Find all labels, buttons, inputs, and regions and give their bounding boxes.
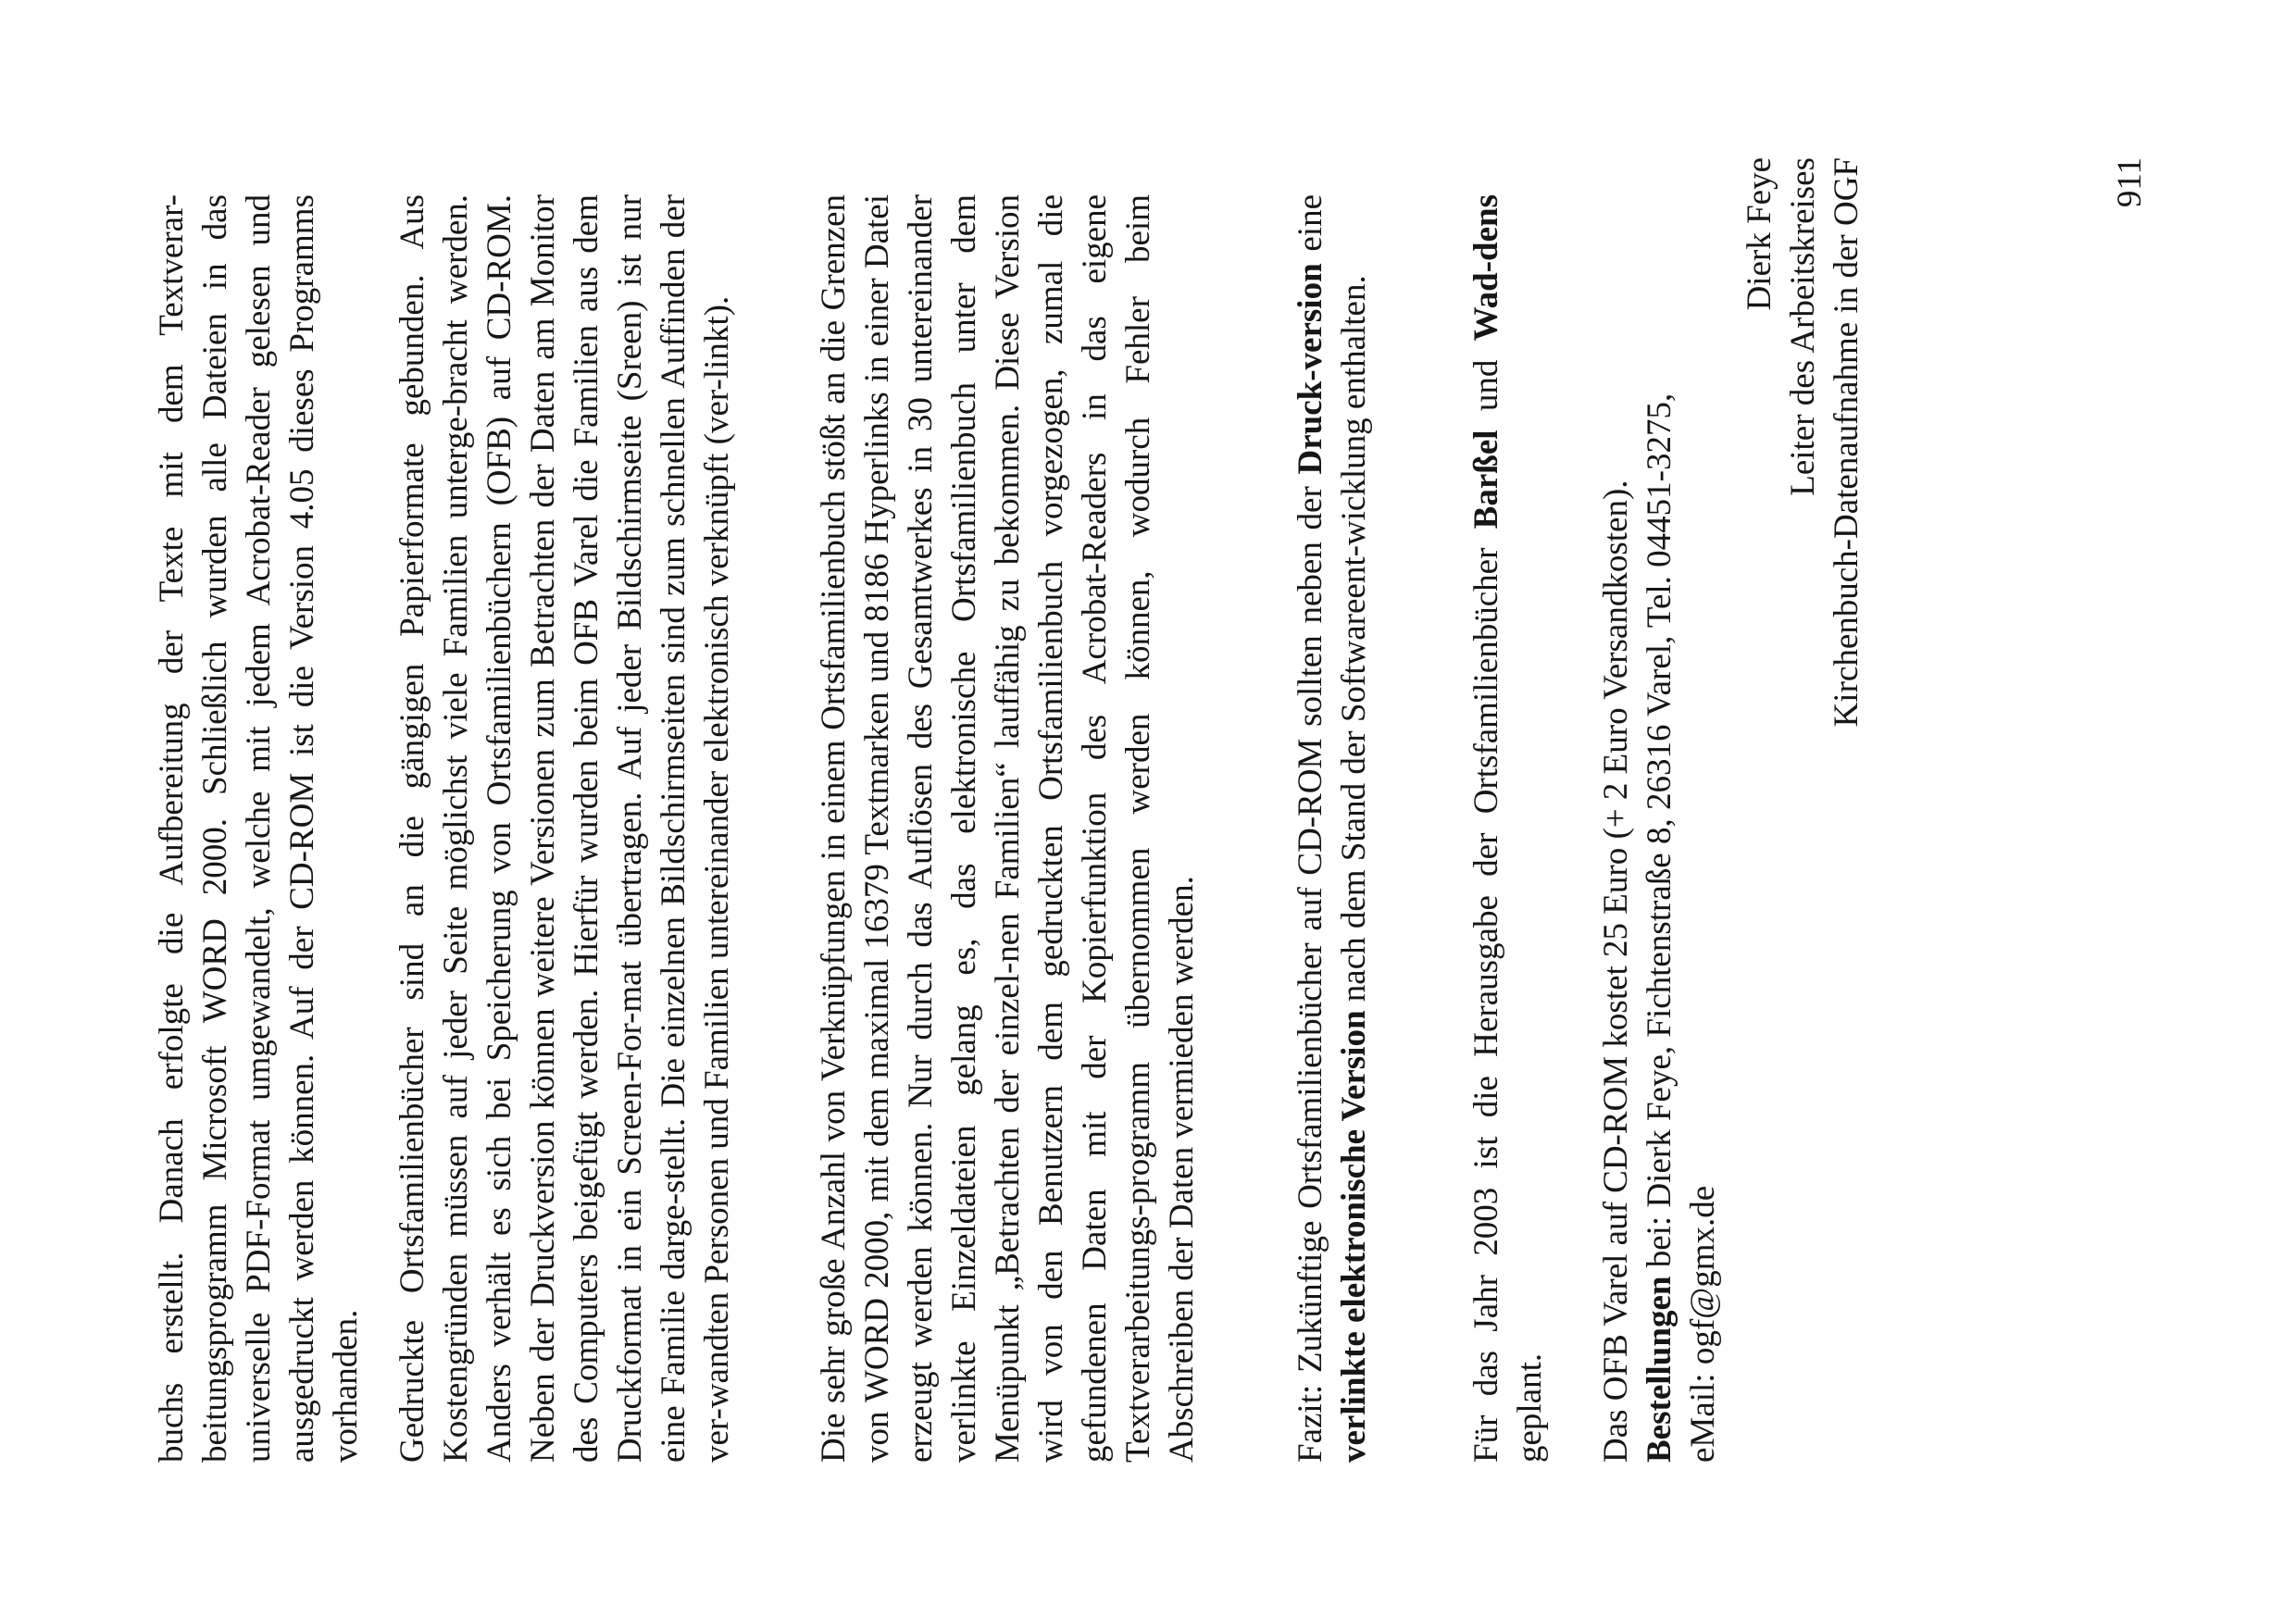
paragraph-cdrom-versions: Gedruckte Ortsfamilienbücher sind an die gängigen Papierformate gebunden. Aus Kostengründen müssen auf jeder Seite möglichst viele Familien unterge-bracht werden. Anders verhält es sich bei Speicherung von Ortsfamilienbüchern (OFB) auf CD-ROM. Neben der Druckversion können weitere Versionen zum Betrachten der Daten am Monitor des Computers beigefügt werden. Hierfür wurden beim OFB Varel die Familien aus dem Druckformat in ein Screen-For-mat übertragen. Auf jeder Bildschirmseite (Sreen) ist nur eine Familie darge-stellt. Die einzelnen Bildschirmseiten sind zum schnellen Auffinden der ver-wandten Personen und Familien untereinander elektronisch verknüpft (ver-linkt). — [393, 194, 736, 1463]
planned-text: und — [1467, 341, 1505, 430]
paragraph-conclusion — [1289, 194, 1376, 1463]
conclusion-text: eine — [1292, 193, 1329, 264]
paragraph-ordering-info — [1594, 194, 1725, 1463]
planned-text: geplant. — [1511, 1352, 1549, 1463]
rotated-page-content — [150, 157, 2296, 1463]
barssel-name: Barßel — [1467, 430, 1505, 529]
page-number: 911 — [2111, 157, 2149, 208]
signature-block — [1738, 157, 1868, 1083]
paragraph-pdf-conversion: buchs erstellt. Danach erfolgte die Aufbereitung der Texte mit dem Textverar-beitungsprogramm Microsoft WORD 2000. Schließlich wurden alle Dateien in das universelle PDF-Format umgewandelt, welche mit jedem Acrobat-Reader gelesen und ausgedruckt werden können. Auf der CD-ROM ist die Version 4.05 dieses Programms vorhanden. — [153, 194, 365, 1463]
linked-version-term: verlinkte elektronische Version — [1335, 1010, 1373, 1463]
author-role-line-1: Leiter des Arbeitskreises — [1784, 157, 1822, 496]
contact-address: bei: Dierk Feye, Fichtenstraße 8, 26316 Varel, Tel. 04451-3275, — [1641, 392, 1678, 1277]
planned-text: Für das Jahr 2003 ist die Herausgabe der Ortsfamilienbücher — [1467, 529, 1505, 1463]
price-line: Das OFB Varel auf CD-ROM kostet 25 Euro (+ 2 Euro Versandkosten). — [1597, 480, 1635, 1463]
print-version-term: Druck-version — [1292, 263, 1329, 475]
paragraph-hyperlinks: Die sehr große Anzahl von Verknüpfungen in einem Ortsfamilienbuch stößt an die Grenzen von WORD 2000, mit dem maximal 16379 Textmarken und 8186 Hyperlinks in einer Datei erzeugt werden können. Nur durch das Auflösen des Gesamtwerkes in 30 untereinander verlinkte Einzeldateien gelang es, das elektronische Ortsfamilienbuch unter dem Menüpunkt „Betrachten der einzel-nen Familien“ lauffähig zu bekommen. Diese Version wird von den Benutzern dem gedruckten Ortsfamilienbuch vorgezogen, zumal die gefundenen Daten mit der Kopierfunktion des Acrobat-Readers in das eigene Textverarbeitungs-programm übernommen werden können, wodurch Fehler beim Abschreiben der Daten vermieden werden. — [815, 194, 1201, 1463]
author-role-line-2: Kirchenbuch-Datenaufnahme in der OGF — [1828, 157, 1866, 728]
author-name: Dierk Feye — [1741, 157, 1778, 311]
contact-email: eMail: ogf@gmx.de — [1684, 1185, 1722, 1463]
conclusion-text: nach dem Stand der Softwareent-wicklung enthalten. — [1335, 275, 1373, 1011]
waddens-name: Wad-dens — [1467, 193, 1505, 342]
orders-label: Bestellungen — [1641, 1276, 1678, 1463]
conclusion-text: Fazit: Zukünftige Ortsfamilienbücher auf CD-ROM sollten neben der — [1292, 474, 1329, 1463]
paragraph-planned-publications — [1465, 194, 1552, 1463]
